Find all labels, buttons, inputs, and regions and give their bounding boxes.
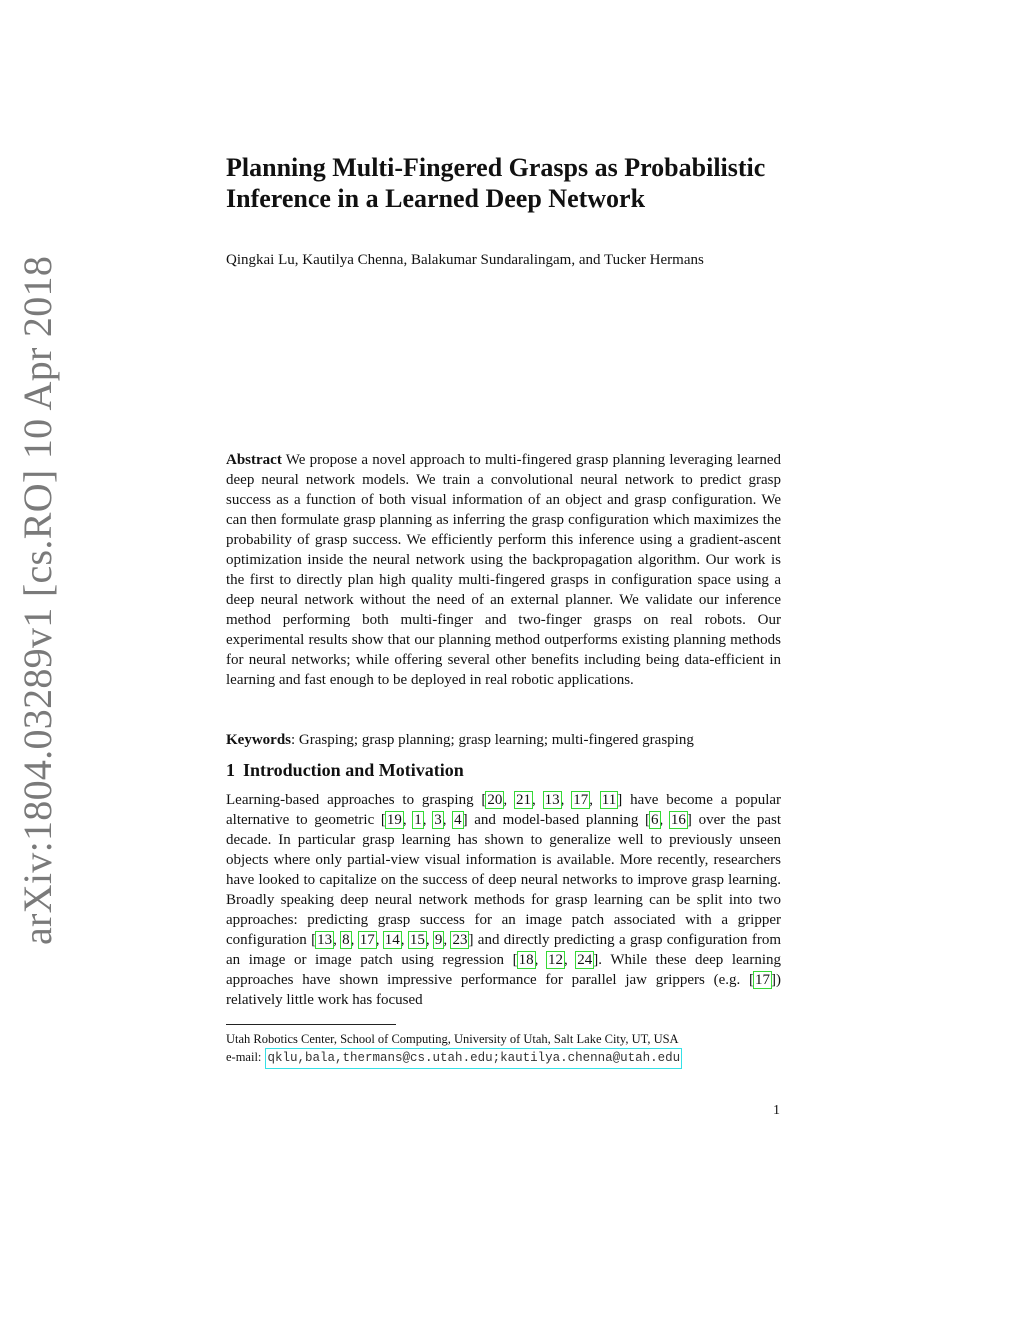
citation-link[interactable]: 15 <box>409 932 425 948</box>
footnote-affiliation: Utah Robotics Center, School of Computing, University of Utah, Salt Lake City, UT, USA <box>226 1032 679 1046</box>
footnote-divider <box>226 1024 396 1025</box>
footnote-email <box>226 1050 682 1065</box>
citation-link[interactable]: 18 <box>518 952 534 968</box>
abstract-text: We propose a novel approach to multi-fingered grasp planning leveraging learned deep neural network models. We train a convolutional neural network to predict grasp success as a function of both visual information of an object and grasp configuration. We can then formulate grasp planning as inferring the grasp configuration which maximizes the probability of grasp success. We efficiently perform this inference using a gradient-ascent optimization inside the neural network using the backpropagation algorithm. Our work is the first to directly plan high quality multi-fingered grasps in configuration space using a deep neural network without the need of an external planner. We validate our inference method performing both multi-finger and two-finger grasps on real robots. Our experimental results show that our planning method outperforms existing planning methods for neural networks; while offering several other benefits including being data-efficient in learning and fast enough to be deployed in real robotic applications. <box>226 452 781 688</box>
title-line-2: Inference in a Learned Deep Network <box>226 184 646 213</box>
title-line-1: Planning Multi-Fingered Grasps as Probabilistic <box>226 153 766 182</box>
citation-group: 19, 1, 3, 4 <box>386 812 462 828</box>
citation-link[interactable]: 3 <box>434 812 442 828</box>
intro-text: ]) relatively little work has focused <box>226 972 781 1008</box>
citation-link[interactable]: 13 <box>317 932 333 948</box>
citation-group: 18, 12, 24 <box>518 952 593 968</box>
citation-link[interactable]: 21 <box>516 792 532 808</box>
page-number: 1 <box>773 1103 780 1118</box>
section-title: Introduction and Motivation <box>243 760 464 780</box>
citation-group: 13, 8, 17, 14, 15, 9, 23 <box>317 932 468 948</box>
email-label: e-mail: <box>226 1050 265 1064</box>
arxiv-identifier: arXiv:1804.03289v1 [cs.RO] 10 Apr 2018 <box>15 255 60 945</box>
citation-link[interactable]: 6 <box>651 812 659 828</box>
citation-group <box>754 972 771 988</box>
intro-text: ] have become a popular alternative to geometric [ <box>226 792 782 828</box>
citation-link[interactable]: 14 <box>384 932 400 948</box>
citation-link[interactable]: 17 <box>573 792 589 808</box>
citation-link[interactable]: 11 <box>601 792 617 808</box>
intro-text: Learning-based approaches to grasping [ <box>226 792 487 808</box>
keywords <box>226 730 781 750</box>
citation-link[interactable]: 9 <box>434 932 443 948</box>
keywords-text: : Grasping; grasp planning; grasp learning; multi-fingered grasping <box>291 732 694 748</box>
citation-link[interactable]: 12 <box>547 952 563 968</box>
intro-text: ] over the past decade. In particular grasp learning has shown to generalize well to previously unseen objects where only partial-view visual information is available. More recently, researchers have looked to capitalize on the success of deep neural networks to improve grasp learning. Broadly speaking deep neural network methods for grasp learning can be split into two approaches: predicting grasp success for an image patch associated with a gripper configuration [ <box>226 812 782 948</box>
intro-text: ] and model-based planning [ <box>462 812 651 828</box>
email-link[interactable]: qklu,bala,thermans@cs.utah.edu;kautilya.chenna@utah.edu <box>265 1048 683 1069</box>
intro-text: ] and directly predicting a grasp configuration from an image or image patch using regression [ <box>226 932 782 968</box>
intro-text: ]. While these deep learning approaches have shown impressive performance for parallel jaw grippers (e.g. [ <box>226 952 781 988</box>
citation-link[interactable]: 16 <box>670 812 686 828</box>
citation-link[interactable]: 17 <box>755 972 770 988</box>
citation-link[interactable]: 20 <box>487 792 503 808</box>
citation-link[interactable]: 24 <box>577 952 593 968</box>
abstract <box>226 450 781 690</box>
citation-group: 6, 16 <box>651 812 686 828</box>
keywords-label: Keywords <box>226 732 291 748</box>
paper-title <box>226 152 806 214</box>
citation-link[interactable]: 19 <box>386 812 402 828</box>
abstract-label: Abstract <box>226 452 282 468</box>
citation-link[interactable]: 1 <box>414 812 422 828</box>
citation-link[interactable]: 4 <box>454 812 462 828</box>
citation-link[interactable]: 23 <box>452 932 468 948</box>
citation-group: 20, 21, 13, 17, 11 <box>487 792 617 808</box>
citation-link[interactable]: 13 <box>544 792 560 808</box>
citation-link[interactable]: 17 <box>359 932 375 948</box>
author-list: Qingkai Lu, Kautilya Chenna, Balakumar Sundaralingam, and Tucker Hermans <box>226 252 704 268</box>
section-number: 1 <box>226 760 235 780</box>
section-heading <box>226 760 464 781</box>
citation-link[interactable]: 8 <box>342 932 350 948</box>
intro-paragraph <box>226 790 781 1010</box>
